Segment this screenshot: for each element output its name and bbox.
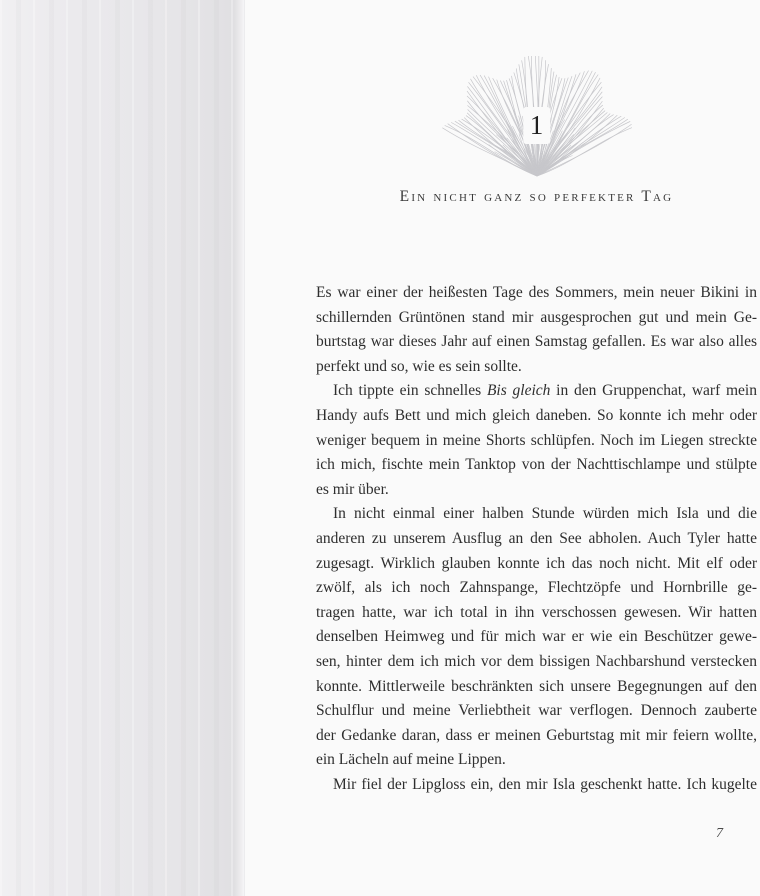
text-line: In nicht einmal einer halben Stunde würden mich Isla und die <box>333 505 757 523</box>
page-content <box>245 56 758 797</box>
text-line: zwölf, als ich noch Zahnspange, Flechtzöpfe und Hornbrille ge- <box>316 579 757 597</box>
text-column <box>316 56 757 797</box>
text-line: der Gedanke daran, dass er meinen Geburtstag mit mir feiern wollte, <box>316 726 757 744</box>
chapter-number: 1 <box>529 110 544 140</box>
text-line: anderen zu unserem Ausflug an den See abholen. Auch Tyler hatte <box>316 529 757 547</box>
text-line: Schulflur und meine Verliebtheit war verflogen. Dennoch zauberte <box>316 702 757 720</box>
paragraph <box>316 773 757 798</box>
text-line: Mir fiel der Lipgloss ein, den mir Isla geschenkt hatte. Ich kugelte <box>333 775 757 793</box>
book-page <box>244 0 760 896</box>
text-line: ein Lächeln auf meine Lippen. <box>316 751 506 769</box>
text-line: sen, hinter dem ich mich vor dem bissigen Nachbarshund verstecken <box>316 652 757 670</box>
paragraph <box>316 502 757 773</box>
text-line: ich mich, fischte mein Tanktop von der Nachttischlampe und stülpte <box>316 456 757 474</box>
book-page-edge-gradient <box>0 0 244 896</box>
text-line: konnte. Mittlerweile beschränkten sich unsere Begegnungen auf den <box>316 677 757 695</box>
chapter-title: Ein nicht ganz so perfekter Tag <box>399 188 674 205</box>
text-line: burtstag war dieses Jahr auf einen Samstag gefallen. Es war also alles <box>316 333 757 351</box>
text-line: perfekt und so, wie es sein sollte. <box>316 357 522 375</box>
chapter-number-patch <box>523 107 551 144</box>
text-line: weniger bequem in meine Shorts schlüpfen. Noch im Liegen streckte <box>316 431 757 449</box>
text-line: tragen hatte, war ich total in ihn verschossen gewesen. Wir hatten <box>316 603 757 621</box>
paragraph <box>316 281 757 379</box>
text-line: denselben Heimweg und für mich war er wie ein Beschützer gewe- <box>316 628 757 646</box>
text-line: schillernden Grüntönen stand mir ausgesprochen gut und mein Ge- <box>316 308 757 326</box>
paragraph <box>316 379 757 502</box>
text-line: Es war einer der heißesten Tage des Sommers, mein neuer Bikini in <box>316 284 757 301</box>
text-line: es mir über. <box>316 480 389 498</box>
text-line: zugesagt. Wirklich glauben konnte ich das noch nicht. Mit elf oder <box>316 554 757 572</box>
page-number: 7 <box>716 826 723 841</box>
body-text <box>316 281 757 797</box>
text-line: Handy aufs Bett und mich gleich daneben. So konnte ich mehr oder <box>316 406 757 424</box>
chapter-ornament <box>442 56 632 174</box>
text-line: Ich tippte ein schnelles Bis gleich in den Gruppenchat, warf mein <box>333 382 757 400</box>
